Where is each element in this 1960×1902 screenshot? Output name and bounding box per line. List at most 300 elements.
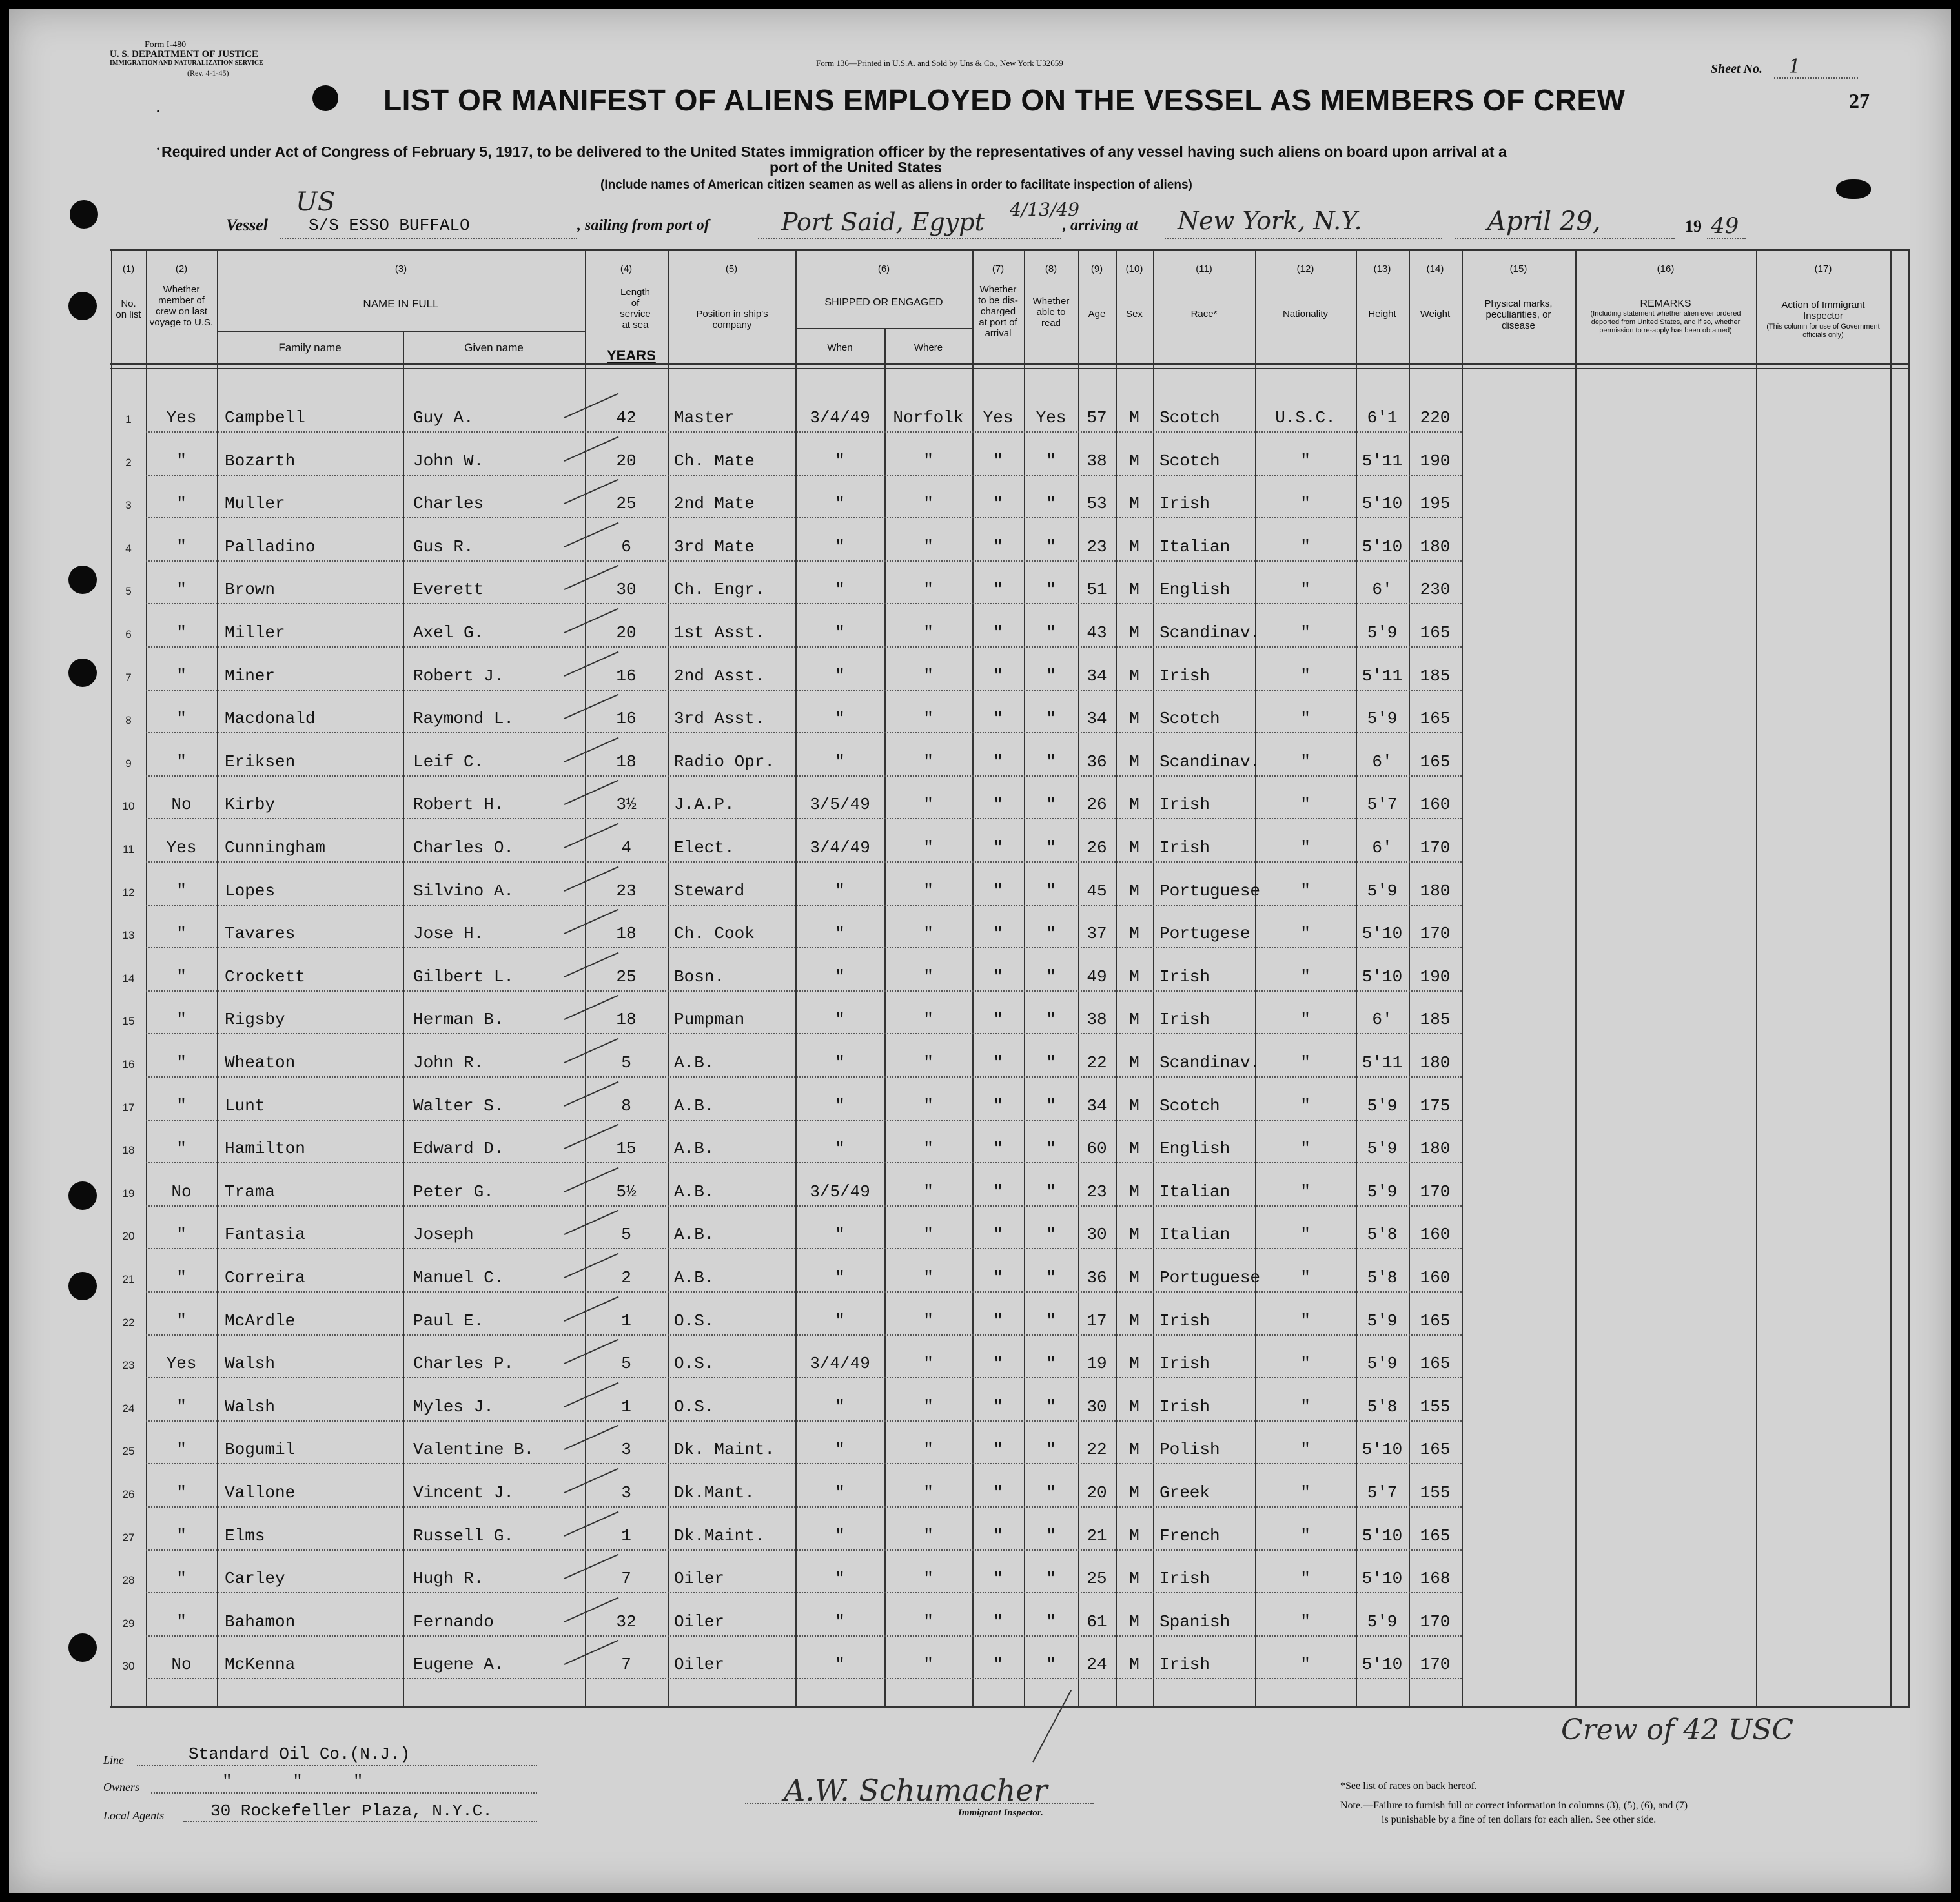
row-number: 13 bbox=[122, 929, 135, 941]
given-name-cell: Edward D. bbox=[413, 1139, 504, 1158]
col-6-header: SHIPPED OR ENGAGED bbox=[824, 297, 943, 308]
able-read-cell: " bbox=[1046, 924, 1056, 943]
row-divider bbox=[146, 947, 1462, 948]
table-row bbox=[9, 1598, 1951, 1641]
weight-cell: 195 bbox=[1420, 494, 1451, 513]
race-cell: Scotch bbox=[1159, 1096, 1220, 1116]
years-service-cell: 5 bbox=[621, 1053, 631, 1072]
nationality-cell: " bbox=[1300, 1053, 1311, 1072]
row-divider bbox=[146, 690, 1462, 691]
prev-voyage-cell: " bbox=[176, 752, 187, 772]
age-cell: 24 bbox=[1087, 1655, 1107, 1674]
sex-cell: M bbox=[1129, 1526, 1139, 1546]
race-cell: Irish bbox=[1159, 666, 1210, 686]
shipped-where-cell: " bbox=[923, 1655, 934, 1674]
family-name-cell: Kirby bbox=[225, 795, 276, 814]
shipped-where-cell: " bbox=[923, 1483, 934, 1502]
table-row bbox=[9, 1039, 1951, 1081]
weight-cell: 165 bbox=[1420, 1526, 1451, 1546]
discharged-cell: " bbox=[993, 838, 1003, 857]
height-cell: 5'10 bbox=[1362, 924, 1403, 943]
position-cell: Steward bbox=[674, 881, 745, 901]
discharged-cell: " bbox=[993, 1182, 1003, 1202]
able-read-cell: " bbox=[1046, 451, 1056, 471]
nationality-cell: " bbox=[1300, 1182, 1311, 1202]
given-name-cell: Jose H. bbox=[413, 924, 484, 943]
shipped-when-cell: " bbox=[835, 666, 845, 686]
position-cell: A.B. bbox=[674, 1225, 715, 1244]
prev-voyage-cell: Yes bbox=[166, 408, 197, 427]
nationality-cell: " bbox=[1300, 623, 1311, 642]
shipped-where-cell: " bbox=[923, 580, 934, 599]
years-header: YEARS bbox=[607, 347, 656, 363]
height-cell: 5'8 bbox=[1367, 1397, 1398, 1416]
height-cell: 5'9 bbox=[1367, 623, 1398, 642]
subtitle-line-3: (Include names of American citizen seamen as well as aliens in order to facilitate inspection of aliens) bbox=[600, 178, 1192, 192]
row-number: 21 bbox=[122, 1273, 135, 1285]
sailing-label: , sailing from port of bbox=[577, 217, 709, 234]
col-17-header: Action of Immigrant Inspector bbox=[1781, 300, 1865, 322]
weight-cell: 165 bbox=[1420, 1354, 1451, 1373]
sex-cell: M bbox=[1129, 494, 1139, 513]
nationality-cell: " bbox=[1300, 838, 1311, 857]
race-cell: Portuguese bbox=[1159, 881, 1261, 901]
able-read-cell: " bbox=[1046, 1397, 1056, 1416]
able-read-cell: " bbox=[1046, 1483, 1056, 1502]
local-agents-label: Local Agents bbox=[103, 1809, 165, 1822]
years-service-cell: 16 bbox=[616, 666, 637, 686]
line-label: Line bbox=[103, 1754, 125, 1766]
family-name-cell: Campbell bbox=[225, 408, 305, 427]
prev-voyage-cell: " bbox=[176, 1010, 187, 1029]
family-name-cell: Cunningham bbox=[225, 838, 326, 857]
age-cell: 53 bbox=[1087, 494, 1107, 513]
able-read-cell: Yes bbox=[1036, 408, 1067, 427]
col-4-header: Length of service at sea bbox=[620, 287, 651, 331]
years-service-cell: 18 bbox=[616, 1010, 637, 1029]
row-number: 3 bbox=[125, 499, 132, 511]
discharged-cell: " bbox=[993, 666, 1003, 686]
given-name-header: Given name bbox=[464, 342, 524, 354]
sex-cell: M bbox=[1129, 537, 1139, 557]
age-cell: 34 bbox=[1087, 709, 1107, 728]
nationality-cell: " bbox=[1300, 494, 1311, 513]
department-name: U. S. DEPARTMENT OF JUSTICE bbox=[110, 49, 259, 59]
years-service-cell: 7 bbox=[621, 1569, 631, 1588]
col-17-note: (This column for use of Government officials only) bbox=[1766, 323, 1880, 339]
given-name-cell: John W. bbox=[413, 451, 484, 471]
row-number: 24 bbox=[122, 1402, 135, 1415]
row-divider bbox=[146, 1377, 1462, 1378]
able-read-cell: " bbox=[1046, 666, 1056, 686]
weight-cell: 185 bbox=[1420, 666, 1451, 686]
age-cell: 36 bbox=[1087, 1268, 1107, 1287]
discharged-cell: " bbox=[993, 967, 1003, 987]
given-name-cell: Russell G. bbox=[413, 1526, 515, 1546]
race-cell: Spanish bbox=[1159, 1612, 1230, 1631]
discharged-cell: " bbox=[993, 924, 1003, 943]
age-cell: 17 bbox=[1087, 1311, 1107, 1331]
age-cell: 38 bbox=[1087, 451, 1107, 471]
age-cell: 45 bbox=[1087, 881, 1107, 901]
header-bottom-border bbox=[110, 363, 1910, 365]
row-divider bbox=[146, 1635, 1462, 1637]
col-9-header: Age bbox=[1088, 309, 1106, 320]
row-divider bbox=[146, 1506, 1462, 1508]
row-divider bbox=[146, 1678, 1462, 1679]
table-row bbox=[9, 824, 1951, 866]
weight-cell: 170 bbox=[1420, 924, 1451, 943]
family-name-cell: Fantasia bbox=[225, 1225, 305, 1244]
race-cell: Polish bbox=[1159, 1440, 1220, 1459]
weight-cell: 170 bbox=[1420, 838, 1451, 857]
shipped-when-cell: " bbox=[835, 967, 845, 987]
family-name-cell: Vallone bbox=[225, 1483, 296, 1502]
sex-cell: M bbox=[1129, 967, 1139, 987]
shipped-where-cell: " bbox=[923, 1225, 934, 1244]
prev-voyage-cell: " bbox=[176, 1612, 187, 1631]
position-cell: Dk.Maint. bbox=[674, 1526, 765, 1546]
row-divider bbox=[146, 732, 1462, 733]
years-service-cell: 15 bbox=[616, 1139, 637, 1158]
race-cell: Scotch bbox=[1159, 709, 1220, 728]
given-name-cell: John R. bbox=[413, 1053, 484, 1072]
height-cell: 5'9 bbox=[1367, 1139, 1398, 1158]
given-name-cell: Herman B. bbox=[413, 1010, 504, 1029]
row-number: 12 bbox=[122, 886, 135, 899]
position-cell: Ch. Mate bbox=[674, 451, 755, 471]
nationality-cell: " bbox=[1300, 709, 1311, 728]
shipped-when-cell: " bbox=[835, 1268, 845, 1287]
table-row bbox=[9, 1426, 1951, 1468]
col-3-header: NAME IN FULL bbox=[363, 298, 439, 310]
shipped-where-cell: Norfolk bbox=[893, 408, 964, 427]
able-read-cell: " bbox=[1046, 1569, 1056, 1588]
race-cell: Irish bbox=[1159, 494, 1210, 513]
line-value: Standard Oil Co.(N.J.) bbox=[189, 1744, 411, 1764]
shipped-where-cell: " bbox=[923, 451, 934, 471]
sex-cell: M bbox=[1129, 451, 1139, 471]
sex-cell: M bbox=[1129, 580, 1139, 599]
shipped-when-cell: 3/4/49 bbox=[810, 408, 870, 427]
nationality-cell: " bbox=[1300, 580, 1311, 599]
weight-cell: 165 bbox=[1420, 1440, 1451, 1459]
table-row bbox=[9, 1082, 1951, 1125]
sheet-number-line bbox=[1774, 77, 1858, 79]
race-cell: Italian bbox=[1159, 1182, 1230, 1202]
nationality-cell: " bbox=[1300, 1569, 1311, 1588]
col-7-number: (7) bbox=[992, 263, 1005, 274]
col-15-number: (15) bbox=[1509, 263, 1527, 274]
height-cell: 5'11 bbox=[1362, 1053, 1403, 1072]
when-header: When bbox=[827, 342, 853, 353]
height-cell: 5'9 bbox=[1367, 1311, 1398, 1331]
given-name-cell: Robert J. bbox=[413, 666, 504, 686]
discharged-cell: " bbox=[993, 537, 1003, 557]
inspector-signature: A.W. Schumacher bbox=[784, 1773, 1048, 1808]
shipped-where-cell: " bbox=[923, 795, 934, 814]
given-name-cell: Valentine B. bbox=[413, 1440, 535, 1459]
sex-cell: M bbox=[1129, 1268, 1139, 1287]
nationality-cell: " bbox=[1300, 967, 1311, 987]
prev-voyage-cell: " bbox=[176, 1053, 187, 1072]
age-cell: 38 bbox=[1087, 1010, 1107, 1029]
position-cell: A.B. bbox=[674, 1053, 715, 1072]
weight-cell: 160 bbox=[1420, 1268, 1451, 1287]
table-row bbox=[9, 523, 1951, 566]
years-service-cell: 18 bbox=[616, 752, 637, 772]
family-name-cell: Macdonald bbox=[225, 709, 316, 728]
shipped-when-cell: " bbox=[835, 1483, 845, 1502]
row-number: 6 bbox=[125, 628, 132, 640]
position-cell: Oiler bbox=[674, 1655, 725, 1674]
discharged-cell: " bbox=[993, 1655, 1003, 1674]
arrival-port: New York, N.Y. bbox=[1178, 207, 1362, 235]
departure-date: 4/13/49 bbox=[1010, 199, 1079, 220]
discharged-cell: " bbox=[993, 1010, 1003, 1029]
shipped-when-cell: " bbox=[835, 1397, 845, 1416]
col-17-number: (17) bbox=[1814, 263, 1832, 274]
family-name-cell: Carley bbox=[225, 1569, 285, 1588]
sex-cell: M bbox=[1129, 1655, 1139, 1674]
family-name-cell: Walsh bbox=[225, 1397, 276, 1416]
years-service-cell: 16 bbox=[616, 709, 637, 728]
shipped-where-cell: " bbox=[923, 1311, 934, 1331]
family-name-cell: Wheaton bbox=[225, 1053, 296, 1072]
sex-cell: M bbox=[1129, 666, 1139, 686]
weight-cell: 155 bbox=[1420, 1397, 1451, 1416]
height-cell: 5'11 bbox=[1362, 451, 1403, 471]
row-divider bbox=[146, 1120, 1462, 1121]
sex-cell: M bbox=[1129, 1010, 1139, 1029]
vessel-name-line bbox=[280, 238, 577, 239]
weight-cell: 160 bbox=[1420, 795, 1451, 814]
years-service-cell: 3 bbox=[621, 1440, 631, 1459]
age-cell: 57 bbox=[1087, 408, 1107, 427]
nationality-cell: " bbox=[1300, 1655, 1311, 1674]
row-number: 25 bbox=[122, 1445, 135, 1457]
position-cell: Master bbox=[674, 408, 735, 427]
age-cell: 19 bbox=[1087, 1354, 1107, 1373]
race-cell: Irish bbox=[1159, 1311, 1210, 1331]
shipped-when-cell: " bbox=[835, 1311, 845, 1331]
prev-voyage-cell: " bbox=[176, 1139, 187, 1158]
given-name-cell: Gilbert L. bbox=[413, 967, 515, 987]
mark-dot: · bbox=[155, 101, 161, 122]
prev-voyage-cell: " bbox=[176, 1225, 187, 1244]
able-read-cell: " bbox=[1046, 795, 1056, 814]
age-cell: 22 bbox=[1087, 1440, 1107, 1459]
inspector-label: Immigrant Inspector. bbox=[958, 1808, 1043, 1818]
discharged-cell: " bbox=[993, 1483, 1003, 1502]
years-service-cell: 3½ bbox=[616, 795, 637, 814]
prev-voyage-cell: Yes bbox=[166, 838, 197, 857]
row-number: 22 bbox=[122, 1316, 135, 1329]
line-underline bbox=[137, 1765, 537, 1766]
race-cell: Italian bbox=[1159, 537, 1230, 557]
discharged-cell: " bbox=[993, 1311, 1003, 1331]
sex-cell: M bbox=[1129, 1397, 1139, 1416]
prev-voyage-cell: No bbox=[171, 795, 192, 814]
col-2-number: (2) bbox=[175, 263, 188, 274]
height-cell: 5'8 bbox=[1367, 1268, 1398, 1287]
row-divider bbox=[146, 1205, 1462, 1207]
col-9-number: (9) bbox=[1090, 263, 1103, 274]
family-name-cell: Eriksen bbox=[225, 752, 296, 772]
nationality-cell: " bbox=[1300, 1311, 1311, 1331]
years-service-cell: 18 bbox=[616, 924, 637, 943]
able-read-cell: " bbox=[1046, 580, 1056, 599]
col-11-header: Race* bbox=[1190, 309, 1218, 320]
shipped-where-cell: " bbox=[923, 1096, 934, 1116]
position-cell: A.B. bbox=[674, 1268, 715, 1287]
height-cell: 5'9 bbox=[1367, 881, 1398, 901]
position-cell: 2nd Asst. bbox=[674, 666, 765, 686]
col-16-number: (16) bbox=[1657, 263, 1675, 274]
prev-voyage-cell: " bbox=[176, 924, 187, 943]
position-cell: 3rd Mate bbox=[674, 537, 755, 557]
weight-cell: 175 bbox=[1420, 1096, 1451, 1116]
row-divider bbox=[146, 990, 1462, 992]
discharged-cell: " bbox=[993, 1139, 1003, 1158]
owners-value: " " " bbox=[222, 1772, 363, 1791]
nationality-cell: " bbox=[1300, 1440, 1311, 1459]
shipped-where-cell: " bbox=[923, 1526, 934, 1546]
table-top-border bbox=[110, 249, 1910, 251]
row-divider bbox=[146, 646, 1462, 648]
row-divider bbox=[146, 1076, 1462, 1078]
col-8-number: (8) bbox=[1045, 263, 1057, 274]
table-row bbox=[9, 480, 1951, 522]
shipped-where-cell: " bbox=[923, 1569, 934, 1588]
table-row bbox=[9, 695, 1951, 737]
sex-cell: M bbox=[1129, 795, 1139, 814]
row-divider bbox=[146, 775, 1462, 777]
race-cell: Scotch bbox=[1159, 451, 1220, 471]
shipped-where-cell: " bbox=[923, 838, 934, 857]
year-prefix: 19 bbox=[1685, 217, 1702, 236]
given-name-cell: Manuel C. bbox=[413, 1268, 504, 1287]
row-number: 15 bbox=[122, 1015, 135, 1027]
row-divider bbox=[146, 1463, 1462, 1464]
prev-voyage-cell: " bbox=[176, 451, 187, 471]
prev-voyage-cell: " bbox=[176, 537, 187, 557]
family-name-cell: Palladino bbox=[225, 537, 316, 557]
nationality-cell: " bbox=[1300, 1268, 1311, 1287]
race-cell: Portuguese bbox=[1159, 1268, 1261, 1287]
race-cell: Portugese bbox=[1159, 924, 1251, 943]
prev-voyage-cell: No bbox=[171, 1655, 192, 1674]
agents-underline bbox=[183, 1821, 537, 1822]
crew-count-note: Crew of 42 USC bbox=[1561, 1713, 1794, 1746]
height-cell: 5'10 bbox=[1362, 967, 1403, 987]
sex-cell: M bbox=[1129, 838, 1139, 857]
age-cell: 61 bbox=[1087, 1612, 1107, 1631]
row-divider bbox=[146, 818, 1462, 819]
discharged-cell: " bbox=[993, 1397, 1003, 1416]
position-cell: Radio Opr. bbox=[674, 752, 775, 772]
position-cell: O.S. bbox=[674, 1354, 715, 1373]
shipped-when-cell: " bbox=[835, 1526, 845, 1546]
height-cell: 5'9 bbox=[1367, 1096, 1398, 1116]
row-number: 18 bbox=[122, 1144, 135, 1156]
name-subheader-line bbox=[217, 331, 585, 332]
race-cell: Irish bbox=[1159, 1397, 1210, 1416]
row-number: 30 bbox=[122, 1660, 135, 1672]
nationality-cell: " bbox=[1300, 881, 1311, 901]
position-cell: Ch. Engr. bbox=[674, 580, 765, 599]
mark-dot: · bbox=[155, 138, 161, 159]
shipped-when-cell: " bbox=[835, 709, 845, 728]
given-name-cell: Paul E. bbox=[413, 1311, 484, 1331]
arrival-port-line bbox=[1165, 238, 1442, 239]
age-cell: 34 bbox=[1087, 1096, 1107, 1116]
shipped-when-cell: " bbox=[835, 752, 845, 772]
years-service-cell: 1 bbox=[621, 1397, 631, 1416]
nationality-cell: " bbox=[1300, 537, 1311, 557]
prev-voyage-cell: " bbox=[176, 1483, 187, 1502]
position-cell: 2nd Mate bbox=[674, 494, 755, 513]
position-cell: Dk. Maint. bbox=[674, 1440, 775, 1459]
row-number: 11 bbox=[123, 843, 134, 855]
discharged-cell: " bbox=[993, 1526, 1003, 1546]
family-name-cell: Crockett bbox=[225, 967, 305, 987]
col-13-number: (13) bbox=[1373, 263, 1391, 274]
nationality-cell: " bbox=[1300, 795, 1311, 814]
family-name-cell: Brown bbox=[225, 580, 276, 599]
row-divider bbox=[146, 1248, 1462, 1249]
shipped-where-cell: " bbox=[923, 1612, 934, 1631]
shipped-when-cell: " bbox=[835, 1096, 845, 1116]
table-row bbox=[9, 1168, 1951, 1211]
family-name-cell: Miner bbox=[225, 666, 276, 686]
shipped-when-cell: " bbox=[835, 881, 845, 901]
height-cell: 5'9 bbox=[1367, 1612, 1398, 1631]
weight-cell: 165 bbox=[1420, 709, 1451, 728]
height-cell: 5'9 bbox=[1367, 1354, 1398, 1373]
height-cell: 5'10 bbox=[1362, 494, 1403, 513]
col-10-header: Sex bbox=[1126, 309, 1143, 320]
shipped-where-cell: " bbox=[923, 924, 934, 943]
row-number: 1 bbox=[125, 413, 132, 425]
sex-cell: M bbox=[1129, 752, 1139, 772]
age-cell: 36 bbox=[1087, 752, 1107, 772]
subtitle-line-1: Required under Act of Congress of February 5, 1917, to be delivered to the United States immigration officer by the representatives of any vessel having such aliens on board upon arrival at a bbox=[161, 143, 1507, 160]
position-cell: O.S. bbox=[674, 1311, 715, 1331]
able-read-cell: " bbox=[1046, 1225, 1056, 1244]
sex-cell: M bbox=[1129, 1225, 1139, 1244]
family-name-cell: Bozarth bbox=[225, 451, 296, 471]
able-read-cell: " bbox=[1046, 1655, 1056, 1674]
shipped-subheader-line bbox=[795, 328, 972, 329]
weight-cell: 230 bbox=[1420, 580, 1451, 599]
shipped-when-cell: " bbox=[835, 1440, 845, 1459]
owners-label: Owners bbox=[103, 1781, 140, 1794]
sex-cell: M bbox=[1129, 1139, 1139, 1158]
race-cell: Irish bbox=[1159, 1569, 1210, 1588]
row-divider bbox=[146, 431, 1462, 433]
height-cell: 5'7 bbox=[1367, 795, 1398, 814]
race-cell: Italian bbox=[1159, 1225, 1230, 1244]
age-cell: 22 bbox=[1087, 1053, 1107, 1072]
height-cell: 6' bbox=[1372, 1010, 1393, 1029]
row-divider bbox=[146, 1033, 1462, 1034]
position-cell: A.B. bbox=[674, 1182, 715, 1202]
family-name-cell: Elms bbox=[225, 1526, 265, 1546]
family-name-cell: Bahamon bbox=[225, 1612, 296, 1631]
col-14-header: Weight bbox=[1420, 309, 1451, 320]
table-row bbox=[9, 1297, 1951, 1340]
